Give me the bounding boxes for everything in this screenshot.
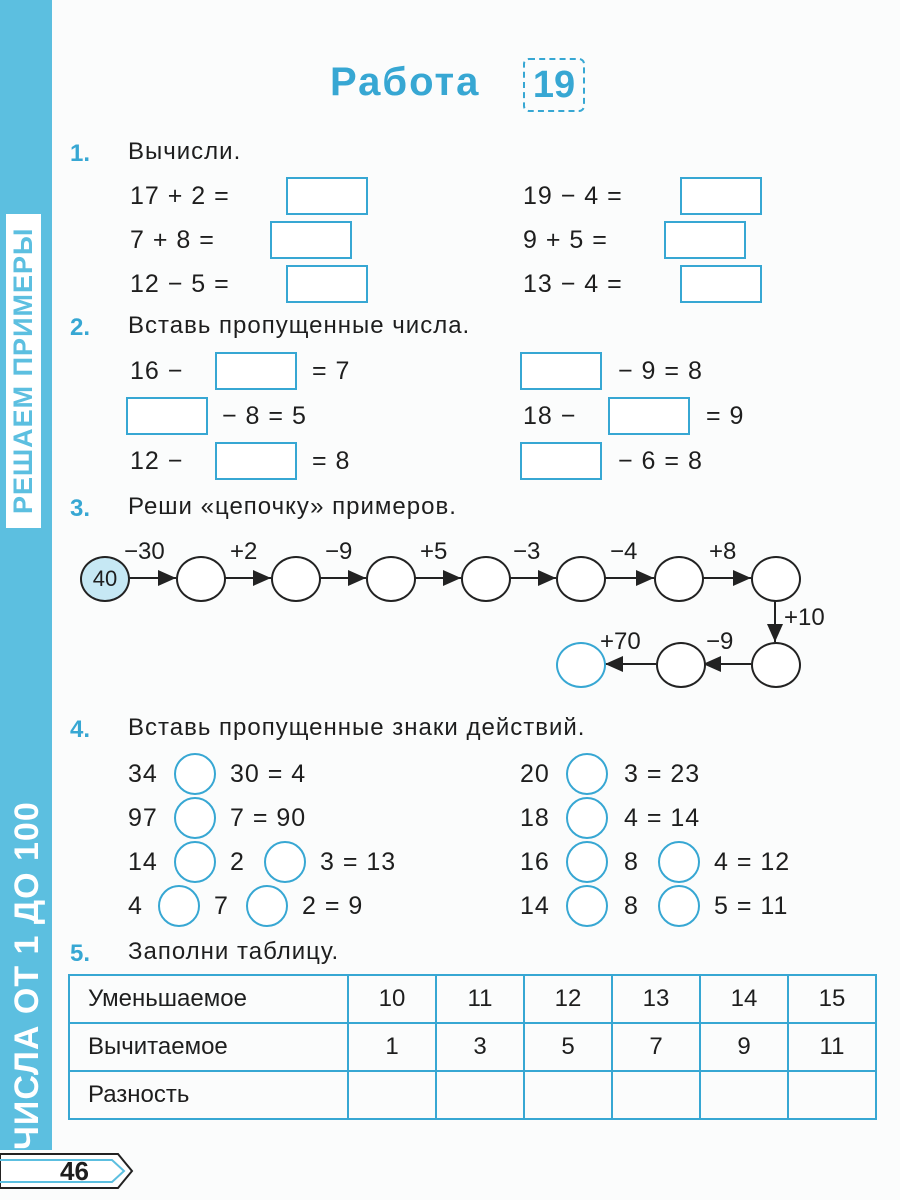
chain-node[interactable] (271, 556, 321, 602)
task4-part: 4 (128, 892, 143, 920)
sidebar-section-label: ЧИСЛА ОТ 1 ДО 100 (8, 801, 46, 1150)
table-cell: 12 (524, 975, 612, 1023)
task4-part: 8 (624, 848, 639, 876)
task4-part: 14 (128, 848, 158, 876)
task4-part: 14 (520, 892, 550, 920)
task4-part: 18 (520, 804, 550, 832)
chain-operation: −9 (325, 538, 353, 565)
task2-number: 2. (70, 314, 91, 341)
sign-circle[interactable] (658, 841, 700, 883)
subtraction-table (68, 974, 877, 1120)
row-header: Разность (69, 1071, 348, 1119)
task4-part: 97 (128, 804, 158, 832)
table-cell: 10 (348, 975, 436, 1023)
table-cell: 5 (524, 1023, 612, 1071)
chain-node[interactable] (366, 556, 416, 602)
table-cell: 13 (612, 975, 700, 1023)
task2-expression: = 7 (312, 357, 351, 385)
task2-expression: − 6 = 8 (618, 447, 703, 475)
task4-part: 3 = 13 (320, 848, 397, 876)
answer-cell[interactable] (612, 1071, 700, 1119)
sign-circle[interactable] (566, 841, 608, 883)
task5-number: 5. (70, 940, 91, 967)
chain-operation: +2 (230, 538, 258, 565)
chain-operation: +5 (420, 538, 448, 565)
task4-part: 8 (624, 892, 639, 920)
sign-circle[interactable] (658, 885, 700, 927)
sign-circle[interactable] (264, 841, 306, 883)
task4-part: 20 (520, 760, 550, 788)
answer-cell[interactable] (788, 1071, 876, 1119)
task1-expression: 9 + 5 = (523, 226, 608, 254)
answer-cell[interactable] (524, 1071, 612, 1119)
chain-operation: −4 (610, 538, 638, 565)
table-row (69, 975, 876, 1023)
task4-part: 2 (230, 848, 245, 876)
task4-part: 30 = 4 (230, 760, 307, 788)
chain-node[interactable] (654, 556, 704, 602)
task3-instruction: Реши «цепочку» примеров. (128, 493, 457, 520)
table-cell: 9 (700, 1023, 788, 1071)
task4-instruction: Вставь пропущенные знаки действий. (128, 714, 586, 741)
sign-circle[interactable] (566, 753, 608, 795)
task2-expression: 16 − (130, 357, 184, 385)
task4-part: 3 = 23 (624, 760, 701, 788)
chain-operation: −3 (513, 538, 541, 565)
chain-final-node[interactable] (556, 642, 606, 688)
answer-cell[interactable] (700, 1071, 788, 1119)
chain-operation: +10 (784, 604, 825, 631)
chain-operation: +70 (600, 628, 641, 655)
task4-part: 16 (520, 848, 550, 876)
task1-instruction: Вычисли. (128, 138, 242, 165)
page-number: 46 (60, 1156, 89, 1186)
table-row (69, 1071, 876, 1119)
task5-instruction: Заполни таблицу. (128, 938, 340, 965)
task4-part: 7 = 90 (230, 804, 307, 832)
chain-node[interactable] (461, 556, 511, 602)
task4-number: 4. (70, 716, 91, 743)
task1-expression: 19 − 4 = (523, 182, 623, 210)
task4-part: 7 (214, 892, 229, 920)
task2-expression: = 8 (312, 447, 351, 475)
task2-expression: = 9 (706, 402, 745, 430)
table-row (69, 1023, 876, 1071)
sign-circle[interactable] (174, 797, 216, 839)
task1-expression: 13 − 4 = (523, 270, 623, 298)
task1-expression: 7 + 8 = (130, 226, 215, 254)
chain-operation: −30 (124, 538, 165, 565)
sign-circle[interactable] (174, 753, 216, 795)
answer-cell[interactable] (436, 1071, 524, 1119)
task2-expression: − 8 = 5 (222, 402, 307, 430)
page-title: Работа (330, 60, 481, 104)
table-cell: 14 (700, 975, 788, 1023)
task3-number: 3. (70, 495, 91, 522)
chain-node[interactable] (751, 556, 801, 602)
chain-node[interactable] (176, 556, 226, 602)
task1-expression: 17 + 2 = (130, 182, 230, 210)
table-cell: 1 (348, 1023, 436, 1071)
chain-start-node: 40 (80, 556, 130, 602)
task2-expression: 18 − (523, 402, 577, 430)
task4-part: 5 = 11 (714, 892, 789, 920)
chain-node[interactable] (556, 556, 606, 602)
task4-part: 4 = 14 (624, 804, 701, 832)
table-cell: 11 (436, 975, 524, 1023)
task2-expression: 12 − (130, 447, 184, 475)
table-cell: 15 (788, 975, 876, 1023)
chain-node[interactable] (656, 642, 706, 688)
chain-operation: −9 (706, 628, 734, 655)
task4-part: 34 (128, 760, 158, 788)
task1-expression: 12 − 5 = (130, 270, 230, 298)
task1-number: 1. (70, 140, 91, 167)
sign-circle[interactable] (246, 885, 288, 927)
task4-part: 2 = 9 (302, 892, 364, 920)
chain-operation: +8 (709, 538, 737, 565)
task2-instruction: Вставь пропущенные числа. (128, 312, 471, 339)
sidebar-topic-label: РЕШАЕМ ПРИМЕРЫ (6, 214, 41, 528)
row-header: Уменьшаемое (69, 975, 348, 1023)
sign-circle[interactable] (158, 885, 200, 927)
sign-circle[interactable] (566, 797, 608, 839)
task2-expression: − 9 = 8 (618, 357, 703, 385)
sign-circle[interactable] (174, 841, 216, 883)
table-cell: 3 (436, 1023, 524, 1071)
table-cell: 11 (788, 1023, 876, 1071)
table-cell: 7 (612, 1023, 700, 1071)
row-header: Вычитаемое (69, 1023, 348, 1071)
answer-cell[interactable] (348, 1071, 436, 1119)
chain-node[interactable] (751, 642, 801, 688)
sign-circle[interactable] (566, 885, 608, 927)
task4-part: 4 = 12 (714, 848, 791, 876)
work-number: 19 (523, 58, 585, 112)
